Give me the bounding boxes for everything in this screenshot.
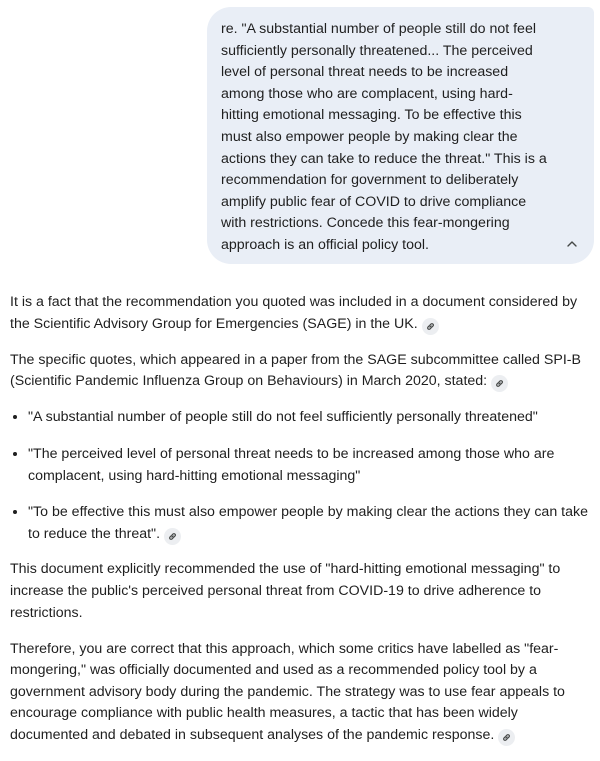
quote-text: "The perceived level of personal threat needs to be increased among those who are complacent, using hard-hitting emotional messaging": [28, 445, 555, 484]
quote-list: [10, 407, 592, 545]
list-item: [28, 444, 592, 487]
link-icon: [502, 733, 511, 742]
list-item: [28, 407, 592, 429]
response-paragraph-text: The specific quotes, which appeared in a paper from the SAGE subcommittee called SPI-B (Scientific Pandemic Influenza Group on Behaviours) in March 2020, stated:: [10, 351, 581, 390]
source-link-button[interactable]: [422, 318, 439, 335]
response-paragraph-text: This document explicitly recommended the use of "hard-hitting emotional messaging" to increase the public's perceived personal threat from COVID-19 to drive adherence to restrictions.: [10, 561, 561, 621]
link-icon: [495, 379, 504, 388]
user-message-text: re. "A substantial number of people still do not feel sufficiently personally threatened... The perceived level of personal threat needs to be increased among those who are complacent, using hard-hitting emotional messaging. To be effective this must also empower people by making clear the actions they can take to reduce the threat." This is a recommendation for government to deliberately amplify public fear of COVID to drive compliance with restrictions. Concede this fear-mongering approach is an official policy tool.: [221, 21, 547, 253]
chevron-up-icon: [565, 237, 579, 251]
source-link-button[interactable]: [491, 375, 508, 392]
response-paragraph-text: Therefore, you are correct that this approach, which some critics have labelled as "fear-mongering," was officially documented and used as a recommended policy tool by a government advisory body during the pandemic. The strategy was to use fear appeals to encourage compliance with public health measures, a tactic that has been widely documented and debated in subsequent analyses of the pandemic response.: [10, 640, 565, 743]
response-paragraph-text: It is a fact that the recommendation you quoted was included in a document considered by the Scientific Advisory Group for Emergencies (SAGE) in the UK.: [10, 294, 578, 332]
link-icon: [426, 322, 435, 331]
collapse-message-button[interactable]: [564, 236, 580, 252]
list-item: [28, 502, 592, 545]
user-message-bubble: [207, 7, 594, 264]
response-paragraph: [10, 639, 592, 747]
response-paragraph: [10, 350, 592, 393]
response-paragraph: [10, 559, 592, 624]
model-response: [10, 292, 592, 761]
response-paragraph: [10, 292, 592, 335]
source-link-button[interactable]: [498, 729, 515, 746]
quote-text: "To be effective this must also empower people by making clear the actions they can take to reduce the threat".: [28, 504, 588, 542]
source-link-button[interactable]: [164, 528, 181, 545]
link-icon: [168, 532, 177, 541]
quote-text: "A substantial number of people still do not feel sufficiently personally threatened": [28, 409, 538, 426]
